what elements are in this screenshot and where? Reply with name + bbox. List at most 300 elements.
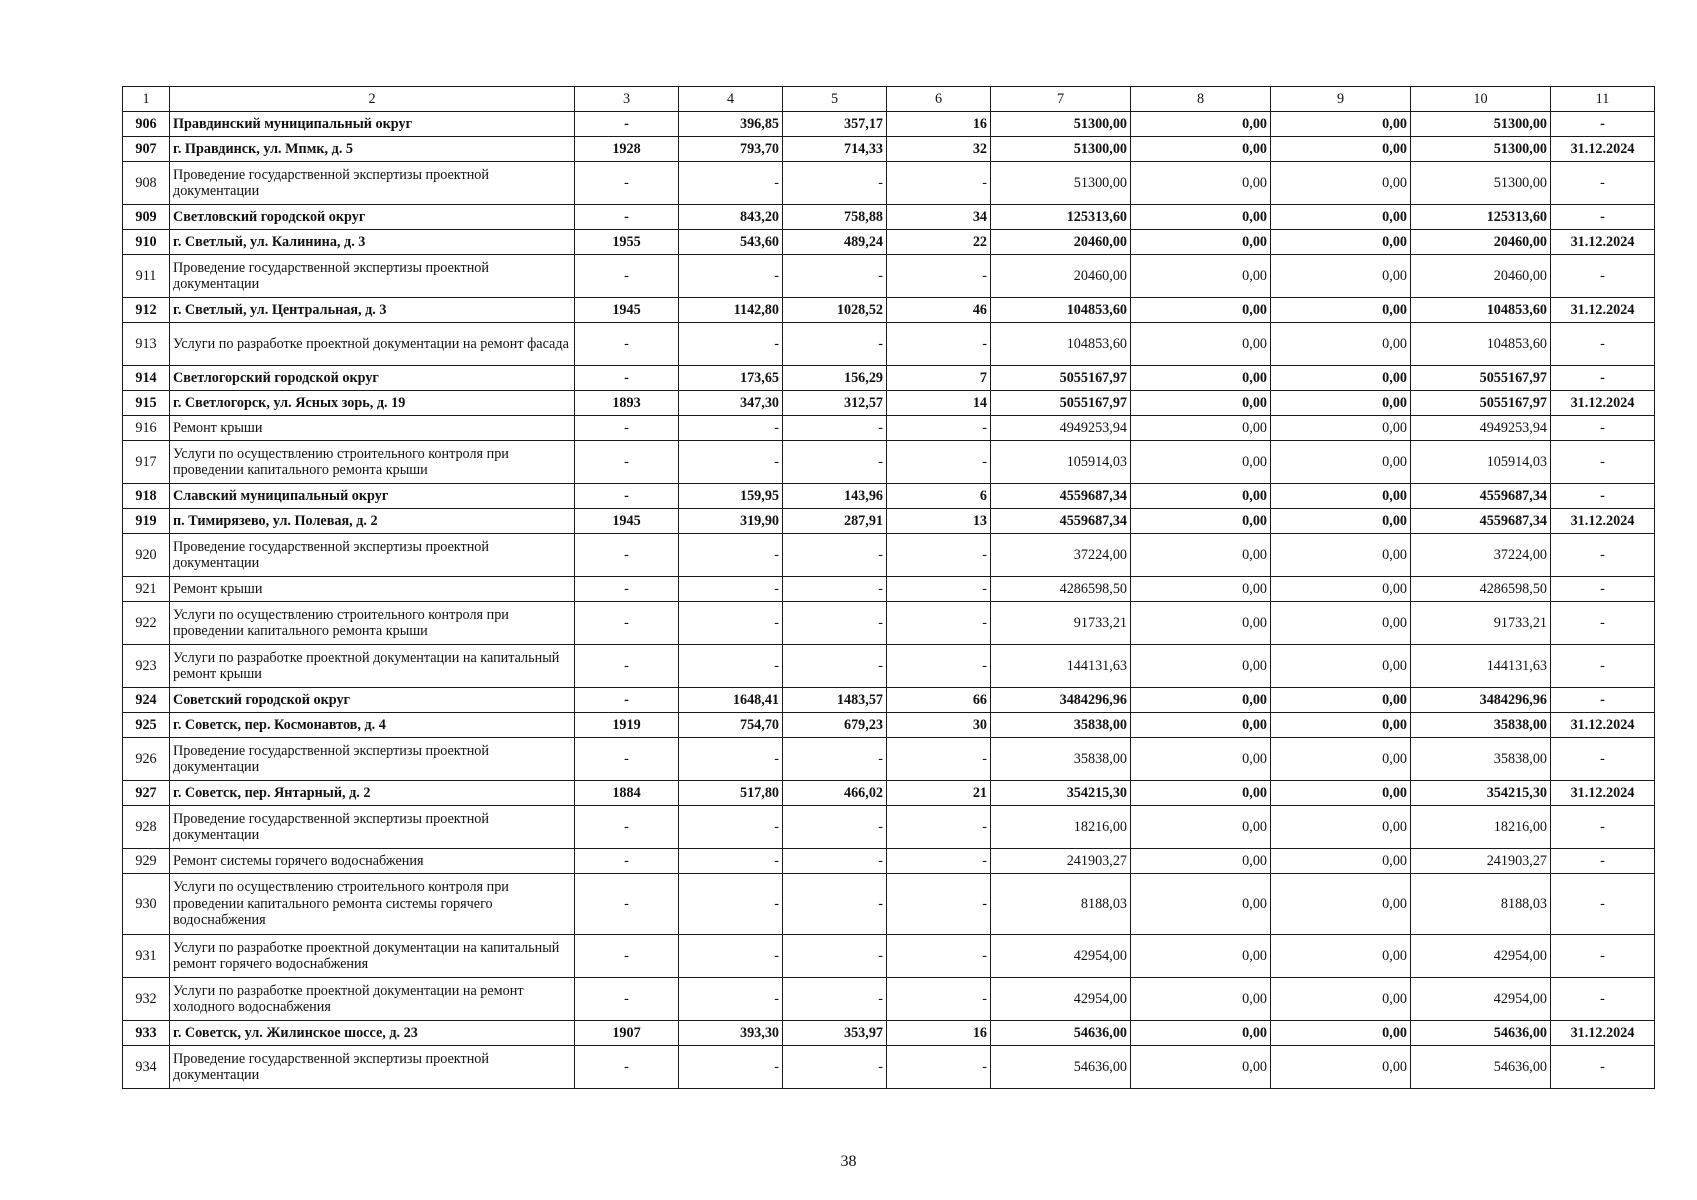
living-area-cell: - (783, 978, 887, 1021)
row-number-cell: 912 (123, 298, 170, 323)
object-name-cell: Услуги по осуществлению строительного контроля при проведении капитального ремонта системы горячего водоснабжения (170, 874, 575, 935)
col-10-cell: 105914,03 (1411, 441, 1551, 484)
col-9-cell: 0,00 (1271, 509, 1411, 534)
year-cell: - (575, 366, 679, 391)
deadline-cell: - (1551, 416, 1655, 441)
living-area-cell: 1483,57 (783, 688, 887, 713)
residents-cell: 7 (887, 366, 991, 391)
residents-cell: - (887, 577, 991, 602)
col-10-cell: 37224,00 (1411, 534, 1551, 577)
object-name-cell: Светловский городской округ (170, 205, 575, 230)
total-cost-cell: 18216,00 (991, 806, 1131, 849)
total-cost-cell: 8188,03 (991, 874, 1131, 935)
year-cell: - (575, 323, 679, 366)
year-cell: - (575, 577, 679, 602)
object-name-cell: г. Советск, пер. Космонавтов, д. 4 (170, 713, 575, 738)
header-cell: 3 (575, 87, 679, 112)
col-10-cell: 20460,00 (1411, 255, 1551, 298)
row-number-cell: 919 (123, 509, 170, 534)
header-cell: 10 (1411, 87, 1551, 112)
residents-cell: - (887, 849, 991, 874)
object-name-cell: Услуги по разработке проектной документации на капитальный ремонт крыши (170, 645, 575, 688)
residents-cell: 32 (887, 137, 991, 162)
header-cell: 9 (1271, 87, 1411, 112)
total-area-cell: 754,70 (679, 713, 783, 738)
table-row (123, 602, 1655, 645)
row-number-cell: 921 (123, 577, 170, 602)
living-area-cell: 1028,52 (783, 298, 887, 323)
year-cell: - (575, 1046, 679, 1089)
year-cell: 1955 (575, 230, 679, 255)
table-body (123, 87, 1655, 1089)
year-cell: 1907 (575, 1021, 679, 1046)
object-name-cell: Ремонт крыши (170, 577, 575, 602)
table-row (123, 713, 1655, 738)
total-cost-cell: 3484296,96 (991, 688, 1131, 713)
deadline-cell: - (1551, 978, 1655, 1021)
col-9-cell: 0,00 (1271, 806, 1411, 849)
residents-cell: - (887, 1046, 991, 1089)
total-area-cell: - (679, 323, 783, 366)
total-cost-cell: 241903,27 (991, 849, 1131, 874)
col-8-cell: 0,00 (1131, 205, 1271, 230)
object-name-cell: г. Советск, пер. Янтарный, д. 2 (170, 781, 575, 806)
deadline-cell: - (1551, 162, 1655, 205)
living-area-cell: 143,96 (783, 484, 887, 509)
table-row (123, 935, 1655, 978)
total-cost-cell: 20460,00 (991, 230, 1131, 255)
table-row (123, 323, 1655, 366)
deadline-cell: - (1551, 112, 1655, 137)
col-10-cell: 54636,00 (1411, 1046, 1551, 1089)
col-8-cell: 0,00 (1131, 509, 1271, 534)
col-10-cell: 8188,03 (1411, 874, 1551, 935)
residents-cell: - (887, 162, 991, 205)
col-8-cell: 0,00 (1131, 874, 1271, 935)
col-10-cell: 241903,27 (1411, 849, 1551, 874)
residents-cell: - (887, 441, 991, 484)
total-area-cell: 1648,41 (679, 688, 783, 713)
year-cell: - (575, 738, 679, 781)
col-9-cell: 0,00 (1271, 162, 1411, 205)
total-cost-cell: 5055167,97 (991, 391, 1131, 416)
object-name-cell: Проведение государственной экспертизы проектной документации (170, 1046, 575, 1089)
living-area-cell: - (783, 874, 887, 935)
table-row (123, 978, 1655, 1021)
col-9-cell: 0,00 (1271, 230, 1411, 255)
table-row (123, 688, 1655, 713)
deadline-cell: 31.12.2024 (1551, 713, 1655, 738)
total-area-cell: - (679, 849, 783, 874)
deadline-cell: 31.12.2024 (1551, 298, 1655, 323)
col-8-cell: 0,00 (1131, 1021, 1271, 1046)
col-8-cell: 0,00 (1131, 849, 1271, 874)
residents-cell: 66 (887, 688, 991, 713)
col-8-cell: 0,00 (1131, 366, 1271, 391)
table-row (123, 366, 1655, 391)
living-area-cell: - (783, 534, 887, 577)
living-area-cell: 312,57 (783, 391, 887, 416)
object-name-cell: Услуги по разработке проектной документации на капитальный ремонт горячего водоснабжения (170, 935, 575, 978)
deadline-cell: - (1551, 205, 1655, 230)
deadline-cell: - (1551, 688, 1655, 713)
page-number: 38 (840, 1153, 857, 1170)
living-area-cell: - (783, 806, 887, 849)
row-number-cell: 933 (123, 1021, 170, 1046)
total-area-cell: 396,85 (679, 112, 783, 137)
col-9-cell: 0,00 (1271, 1046, 1411, 1089)
living-area-cell: - (783, 323, 887, 366)
col-10-cell: 125313,60 (1411, 205, 1551, 230)
table-row (123, 874, 1655, 935)
total-area-cell: - (679, 874, 783, 935)
col-10-cell: 42954,00 (1411, 978, 1551, 1021)
col-10-cell: 104853,60 (1411, 298, 1551, 323)
residents-cell: - (887, 416, 991, 441)
col-10-cell: 5055167,97 (1411, 391, 1551, 416)
total-cost-cell: 5055167,97 (991, 366, 1131, 391)
col-9-cell: 0,00 (1271, 298, 1411, 323)
total-area-cell: - (679, 534, 783, 577)
col-9-cell: 0,00 (1271, 978, 1411, 1021)
col-8-cell: 0,00 (1131, 806, 1271, 849)
living-area-cell: - (783, 935, 887, 978)
object-name-cell: Ремонт системы горячего водоснабжения (170, 849, 575, 874)
row-number-cell: 934 (123, 1046, 170, 1089)
total-area-cell: - (679, 416, 783, 441)
col-8-cell: 0,00 (1131, 162, 1271, 205)
object-name-cell: Проведение государственной экспертизы проектной документации (170, 806, 575, 849)
total-area-cell: 1142,80 (679, 298, 783, 323)
header-cell: 5 (783, 87, 887, 112)
deadline-cell: - (1551, 366, 1655, 391)
col-9-cell: 0,00 (1271, 781, 1411, 806)
col-10-cell: 4559687,34 (1411, 484, 1551, 509)
col-9-cell: 0,00 (1271, 1021, 1411, 1046)
header-cell: 4 (679, 87, 783, 112)
col-9-cell: 0,00 (1271, 391, 1411, 416)
col-9-cell: 0,00 (1271, 416, 1411, 441)
table-row (123, 137, 1655, 162)
col-8-cell: 0,00 (1131, 534, 1271, 577)
total-area-cell: - (679, 738, 783, 781)
living-area-cell: - (783, 255, 887, 298)
col-9-cell: 0,00 (1271, 688, 1411, 713)
col-10-cell: 104853,60 (1411, 323, 1551, 366)
col-8-cell: 0,00 (1131, 978, 1271, 1021)
year-cell: 1919 (575, 713, 679, 738)
col-8-cell: 0,00 (1131, 230, 1271, 255)
header-cell: 1 (123, 87, 170, 112)
col-9-cell: 0,00 (1271, 255, 1411, 298)
object-name-cell: г. Советск, ул. Жилинское шоссе, д. 23 (170, 1021, 575, 1046)
row-number-cell: 917 (123, 441, 170, 484)
total-area-cell: - (679, 978, 783, 1021)
col-10-cell: 54636,00 (1411, 1021, 1551, 1046)
living-area-cell: 466,02 (783, 781, 887, 806)
col-10-cell: 51300,00 (1411, 137, 1551, 162)
col-9-cell: 0,00 (1271, 645, 1411, 688)
col-9-cell: 0,00 (1271, 323, 1411, 366)
program-table (122, 86, 1655, 1089)
total-cost-cell: 105914,03 (991, 441, 1131, 484)
residents-cell: 16 (887, 112, 991, 137)
table-row (123, 577, 1655, 602)
living-area-cell: - (783, 577, 887, 602)
table-row (123, 205, 1655, 230)
living-area-cell: 287,91 (783, 509, 887, 534)
row-number-cell: 909 (123, 205, 170, 230)
year-cell: 1928 (575, 137, 679, 162)
deadline-cell: - (1551, 935, 1655, 978)
year-cell: 1893 (575, 391, 679, 416)
row-number-cell: 926 (123, 738, 170, 781)
col-8-cell: 0,00 (1131, 1046, 1271, 1089)
residents-cell: 30 (887, 713, 991, 738)
col-9-cell: 0,00 (1271, 738, 1411, 781)
col-10-cell: 354215,30 (1411, 781, 1551, 806)
col-10-cell: 51300,00 (1411, 162, 1551, 205)
deadline-cell: - (1551, 738, 1655, 781)
col-8-cell: 0,00 (1131, 441, 1271, 484)
residents-cell: 34 (887, 205, 991, 230)
total-cost-cell: 54636,00 (991, 1021, 1131, 1046)
residents-cell: - (887, 323, 991, 366)
residents-cell: - (887, 874, 991, 935)
total-cost-cell: 51300,00 (991, 162, 1131, 205)
deadline-cell: 31.12.2024 (1551, 1021, 1655, 1046)
table-row (123, 416, 1655, 441)
year-cell: - (575, 935, 679, 978)
header-cell: 8 (1131, 87, 1271, 112)
object-name-cell: Советский городской округ (170, 688, 575, 713)
header-cell: 11 (1551, 87, 1655, 112)
total-area-cell: 173,65 (679, 366, 783, 391)
year-cell: - (575, 602, 679, 645)
table-row (123, 1021, 1655, 1046)
living-area-cell: - (783, 602, 887, 645)
header-cell: 2 (170, 87, 575, 112)
total-cost-cell: 144131,63 (991, 645, 1131, 688)
col-10-cell: 5055167,97 (1411, 366, 1551, 391)
col-10-cell: 35838,00 (1411, 738, 1551, 781)
row-number-cell: 925 (123, 713, 170, 738)
residents-cell: - (887, 935, 991, 978)
col-10-cell: 4286598,50 (1411, 577, 1551, 602)
living-area-cell: - (783, 645, 887, 688)
table-row (123, 781, 1655, 806)
year-cell: - (575, 205, 679, 230)
year-cell: - (575, 112, 679, 137)
col-8-cell: 0,00 (1131, 602, 1271, 645)
col-9-cell: 0,00 (1271, 534, 1411, 577)
object-name-cell: Правдинский муниципальный округ (170, 112, 575, 137)
table-row (123, 1046, 1655, 1089)
row-number-cell: 922 (123, 602, 170, 645)
table-row (123, 162, 1655, 205)
col-10-cell: 20460,00 (1411, 230, 1551, 255)
year-cell: - (575, 255, 679, 298)
total-area-cell: 843,20 (679, 205, 783, 230)
residents-cell: 16 (887, 1021, 991, 1046)
row-number-cell: 918 (123, 484, 170, 509)
object-name-cell: Проведение государственной экспертизы проектной документации (170, 534, 575, 577)
object-name-cell: Услуги по осуществлению строительного контроля при проведении капитального ремонта крыши (170, 441, 575, 484)
total-cost-cell: 51300,00 (991, 137, 1131, 162)
year-cell: - (575, 162, 679, 205)
living-area-cell: - (783, 738, 887, 781)
total-cost-cell: 4286598,50 (991, 577, 1131, 602)
col-10-cell: 35838,00 (1411, 713, 1551, 738)
total-area-cell: - (679, 935, 783, 978)
header-cell: 7 (991, 87, 1131, 112)
col-9-cell: 0,00 (1271, 849, 1411, 874)
residents-cell: - (887, 806, 991, 849)
row-number-cell: 908 (123, 162, 170, 205)
residents-cell: 14 (887, 391, 991, 416)
residents-cell: 22 (887, 230, 991, 255)
total-area-cell: - (679, 162, 783, 205)
table-row (123, 645, 1655, 688)
total-cost-cell: 20460,00 (991, 255, 1131, 298)
living-area-cell: 679,23 (783, 713, 887, 738)
deadline-cell: 31.12.2024 (1551, 781, 1655, 806)
total-area-cell: 159,95 (679, 484, 783, 509)
col-8-cell: 0,00 (1131, 323, 1271, 366)
deadline-cell: - (1551, 602, 1655, 645)
year-cell: - (575, 416, 679, 441)
row-number-cell: 920 (123, 534, 170, 577)
deadline-cell: 31.12.2024 (1551, 137, 1655, 162)
object-name-cell: г. Светлый, ул. Калинина, д. 3 (170, 230, 575, 255)
table-row (123, 806, 1655, 849)
col-9-cell: 0,00 (1271, 137, 1411, 162)
col-9-cell: 0,00 (1271, 577, 1411, 602)
living-area-cell: 758,88 (783, 205, 887, 230)
total-cost-cell: 4559687,34 (991, 484, 1131, 509)
col-9-cell: 0,00 (1271, 112, 1411, 137)
deadline-cell: - (1551, 1046, 1655, 1089)
row-number-cell: 931 (123, 935, 170, 978)
col-8-cell: 0,00 (1131, 391, 1271, 416)
residents-cell: 21 (887, 781, 991, 806)
total-cost-cell: 354215,30 (991, 781, 1131, 806)
col-8-cell: 0,00 (1131, 781, 1271, 806)
total-area-cell: 393,30 (679, 1021, 783, 1046)
object-name-cell: г. Правдинск, ул. Мпмк, д. 5 (170, 137, 575, 162)
col-9-cell: 0,00 (1271, 935, 1411, 978)
col-10-cell: 18216,00 (1411, 806, 1551, 849)
year-cell: - (575, 534, 679, 577)
total-area-cell: - (679, 441, 783, 484)
living-area-cell: - (783, 416, 887, 441)
object-name-cell: Проведение государственной экспертизы проектной документации (170, 255, 575, 298)
living-area-cell: 353,97 (783, 1021, 887, 1046)
table-row (123, 738, 1655, 781)
deadline-cell: - (1551, 534, 1655, 577)
year-cell: - (575, 978, 679, 1021)
deadline-cell: - (1551, 323, 1655, 366)
residents-cell: - (887, 978, 991, 1021)
col-8-cell: 0,00 (1131, 298, 1271, 323)
object-name-cell: п. Тимирязево, ул. Полевая, д. 2 (170, 509, 575, 534)
object-name-cell: Услуги по разработке проектной документации на ремонт фасада (170, 323, 575, 366)
total-cost-cell: 91733,21 (991, 602, 1131, 645)
residents-cell: 6 (887, 484, 991, 509)
total-cost-cell: 104853,60 (991, 298, 1131, 323)
living-area-cell: 489,24 (783, 230, 887, 255)
table-row (123, 441, 1655, 484)
row-number-cell: 927 (123, 781, 170, 806)
total-area-cell: - (679, 577, 783, 602)
total-area-cell: - (679, 255, 783, 298)
total-cost-cell: 35838,00 (991, 713, 1131, 738)
total-cost-cell: 37224,00 (991, 534, 1131, 577)
deadline-cell: 31.12.2024 (1551, 509, 1655, 534)
table-row (123, 391, 1655, 416)
year-cell: - (575, 849, 679, 874)
table-row (123, 255, 1655, 298)
row-number-cell: 911 (123, 255, 170, 298)
table-row (123, 298, 1655, 323)
col-10-cell: 91733,21 (1411, 602, 1551, 645)
col-8-cell: 0,00 (1131, 713, 1271, 738)
living-area-cell: - (783, 849, 887, 874)
deadline-cell: - (1551, 874, 1655, 935)
table-row (123, 509, 1655, 534)
year-cell: - (575, 441, 679, 484)
object-name-cell: Услуги по осуществлению строительного контроля при проведении капитального ремонта крыши (170, 602, 575, 645)
total-cost-cell: 104853,60 (991, 323, 1131, 366)
col-8-cell: 0,00 (1131, 137, 1271, 162)
deadline-cell: - (1551, 255, 1655, 298)
col-8-cell: 0,00 (1131, 112, 1271, 137)
row-number-cell: 906 (123, 112, 170, 137)
col-8-cell: 0,00 (1131, 645, 1271, 688)
row-number-cell: 916 (123, 416, 170, 441)
col-8-cell: 0,00 (1131, 577, 1271, 602)
year-cell: - (575, 874, 679, 935)
col-8-cell: 0,00 (1131, 935, 1271, 978)
year-cell: 1945 (575, 509, 679, 534)
residents-cell: - (887, 738, 991, 781)
deadline-cell: - (1551, 577, 1655, 602)
row-number-cell: 932 (123, 978, 170, 1021)
deadline-cell: - (1551, 849, 1655, 874)
col-8-cell: 0,00 (1131, 255, 1271, 298)
header-cell: 6 (887, 87, 991, 112)
year-cell: 1884 (575, 781, 679, 806)
col-10-cell: 3484296,96 (1411, 688, 1551, 713)
row-number-cell: 924 (123, 688, 170, 713)
year-cell: - (575, 688, 679, 713)
row-number-cell: 914 (123, 366, 170, 391)
living-area-cell: 357,17 (783, 112, 887, 137)
col-9-cell: 0,00 (1271, 602, 1411, 645)
total-cost-cell: 54636,00 (991, 1046, 1131, 1089)
row-number-cell: 923 (123, 645, 170, 688)
col-9-cell: 0,00 (1271, 484, 1411, 509)
total-area-cell: 319,90 (679, 509, 783, 534)
table-row (123, 112, 1655, 137)
year-cell: - (575, 645, 679, 688)
object-name-cell: г. Светлогорск, ул. Ясных зорь, д. 19 (170, 391, 575, 416)
living-area-cell: - (783, 162, 887, 205)
object-name-cell: Проведение государственной экспертизы проектной документации (170, 738, 575, 781)
row-number-cell: 910 (123, 230, 170, 255)
table-row (123, 849, 1655, 874)
column-number-header (123, 87, 1655, 112)
